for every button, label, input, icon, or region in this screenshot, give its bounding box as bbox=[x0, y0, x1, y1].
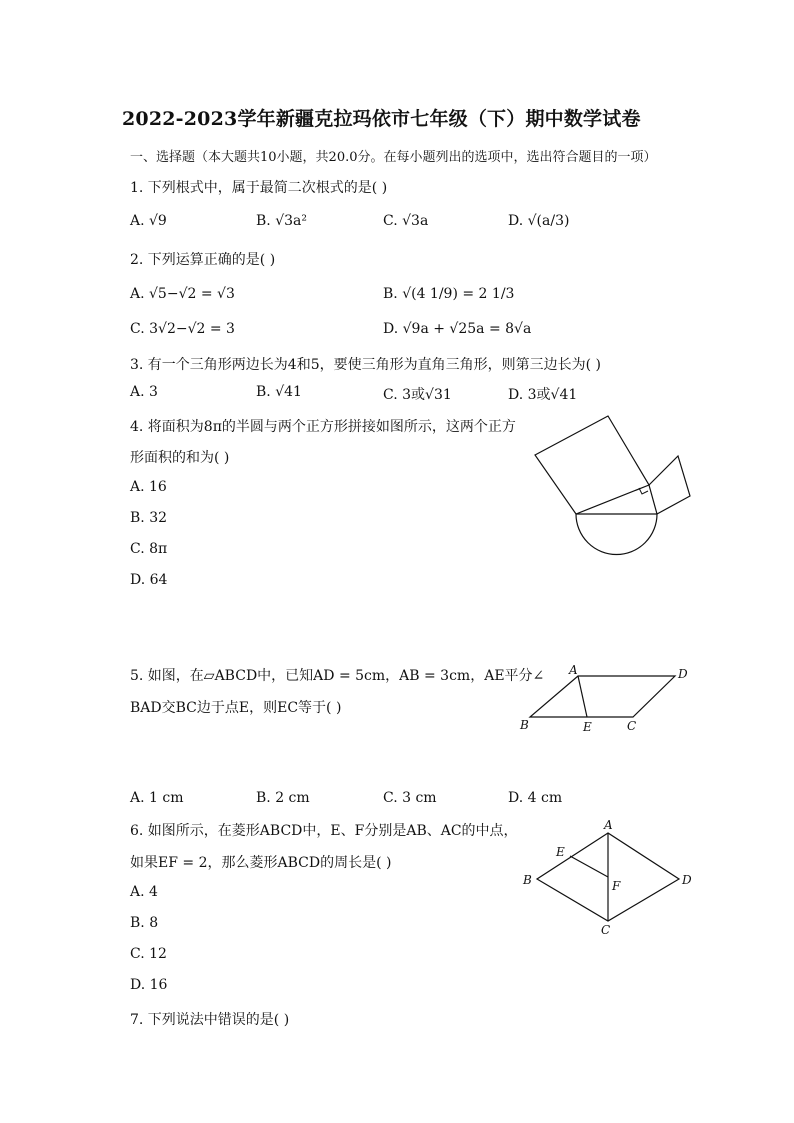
question-2-option-b: B. √(4 1/9) = 2 1/3 bbox=[383, 286, 515, 302]
label-e: E bbox=[583, 720, 592, 734]
question-2-option-c: C. 3√2−√2 = 3 bbox=[130, 321, 235, 337]
question-6-figure bbox=[515, 815, 705, 940]
label-e: E bbox=[556, 845, 565, 859]
large-square bbox=[535, 416, 649, 514]
question-1-option-c: C. √3a bbox=[383, 213, 429, 229]
question-6-option-c: C. 12 bbox=[130, 946, 167, 962]
question-4-option-b: B. 32 bbox=[130, 510, 168, 526]
question-6-stem-line2: 如果EF = 2，那么菱形ABCD的周长是( ) bbox=[130, 855, 392, 871]
parallelogram-abcd bbox=[530, 676, 675, 717]
question-1-option-d: D. √(a/3) bbox=[508, 213, 570, 229]
question-6-option-d: D. 16 bbox=[130, 977, 168, 993]
question-5-option-a: A. 1 cm bbox=[130, 790, 184, 806]
page-title: 2022-2023学年新疆克拉玛依市七年级（下）期中数学试卷 bbox=[122, 108, 641, 130]
question-7-stem: 7. 下列说法中错误的是( ) bbox=[130, 1012, 290, 1028]
question-4-stem-line2: 形面积的和为( ) bbox=[130, 450, 230, 466]
question-2-option-a: A. √5−√2 = √3 bbox=[130, 286, 235, 302]
label-a: A bbox=[569, 663, 578, 677]
question-5-stem-line1: 5. 如图，在▱ABCD中，已知AD = 5cm，AB = 3cm，AE平分∠ bbox=[130, 668, 545, 684]
question-1-option-a: A. √9 bbox=[130, 213, 167, 229]
segment-ae bbox=[578, 676, 587, 717]
question-3-option-c: C. 3或√31 bbox=[383, 387, 452, 403]
question-4-stem-line1: 4. 将面积为8π的半圆与两个正方形拼接如图所示，这两个正方 bbox=[130, 419, 516, 435]
question-4-option-a: A. 16 bbox=[130, 479, 167, 495]
question-3-option-d: D. 3或√41 bbox=[508, 387, 578, 403]
segment-ef bbox=[570, 856, 608, 877]
small-square bbox=[649, 456, 690, 514]
question-3-option-b: B. √41 bbox=[256, 384, 302, 400]
question-3-stem: 3. 有一个三角形两边长为4和5，要使三角形为直角三角形，则第三边长为( ) bbox=[130, 357, 601, 373]
question-6-stem-line1: 6. 如图所示，在菱形ABCD中，E、F分别是AB、AC的中点， bbox=[130, 823, 518, 839]
semicircle bbox=[576, 514, 657, 555]
question-5-option-b: B. 2 cm bbox=[256, 790, 310, 806]
label-d: D bbox=[678, 667, 688, 681]
question-5-option-c: C. 3 cm bbox=[383, 790, 437, 806]
question-4-figure bbox=[528, 410, 728, 560]
label-f: F bbox=[612, 879, 621, 893]
question-5-figure bbox=[515, 660, 695, 740]
label-c: C bbox=[627, 719, 637, 733]
label-b: B bbox=[520, 718, 529, 732]
question-2-stem: 2. 下列运算正确的是( ) bbox=[130, 252, 276, 268]
label-d: D bbox=[682, 873, 692, 887]
question-5-stem-line2: BAD交BC边于点E，则EC等于( ) bbox=[130, 700, 342, 716]
question-1-option-b: B. √3a² bbox=[256, 213, 307, 229]
label-b: B bbox=[523, 873, 532, 887]
question-3-option-a: A. 3 bbox=[130, 384, 158, 400]
label-c: C bbox=[601, 923, 611, 937]
label-a: A bbox=[604, 818, 613, 832]
question-5-option-d: D. 4 cm bbox=[508, 790, 563, 806]
question-2-option-d: D. √9a + √25a = 8√a bbox=[383, 321, 532, 337]
question-4-option-d: D. 64 bbox=[130, 572, 168, 588]
question-4-option-c: C. 8π bbox=[130, 541, 168, 557]
section-header: 一、选择题（本大题共10小题，共20.0分。在每小题列出的选项中，选出符合题目的一项） bbox=[130, 150, 657, 165]
question-6-option-a: A. 4 bbox=[130, 884, 158, 900]
question-6-option-b: B. 8 bbox=[130, 915, 159, 931]
question-1-stem: 1. 下列根式中，属于最简二次根式的是( ) bbox=[130, 180, 388, 196]
